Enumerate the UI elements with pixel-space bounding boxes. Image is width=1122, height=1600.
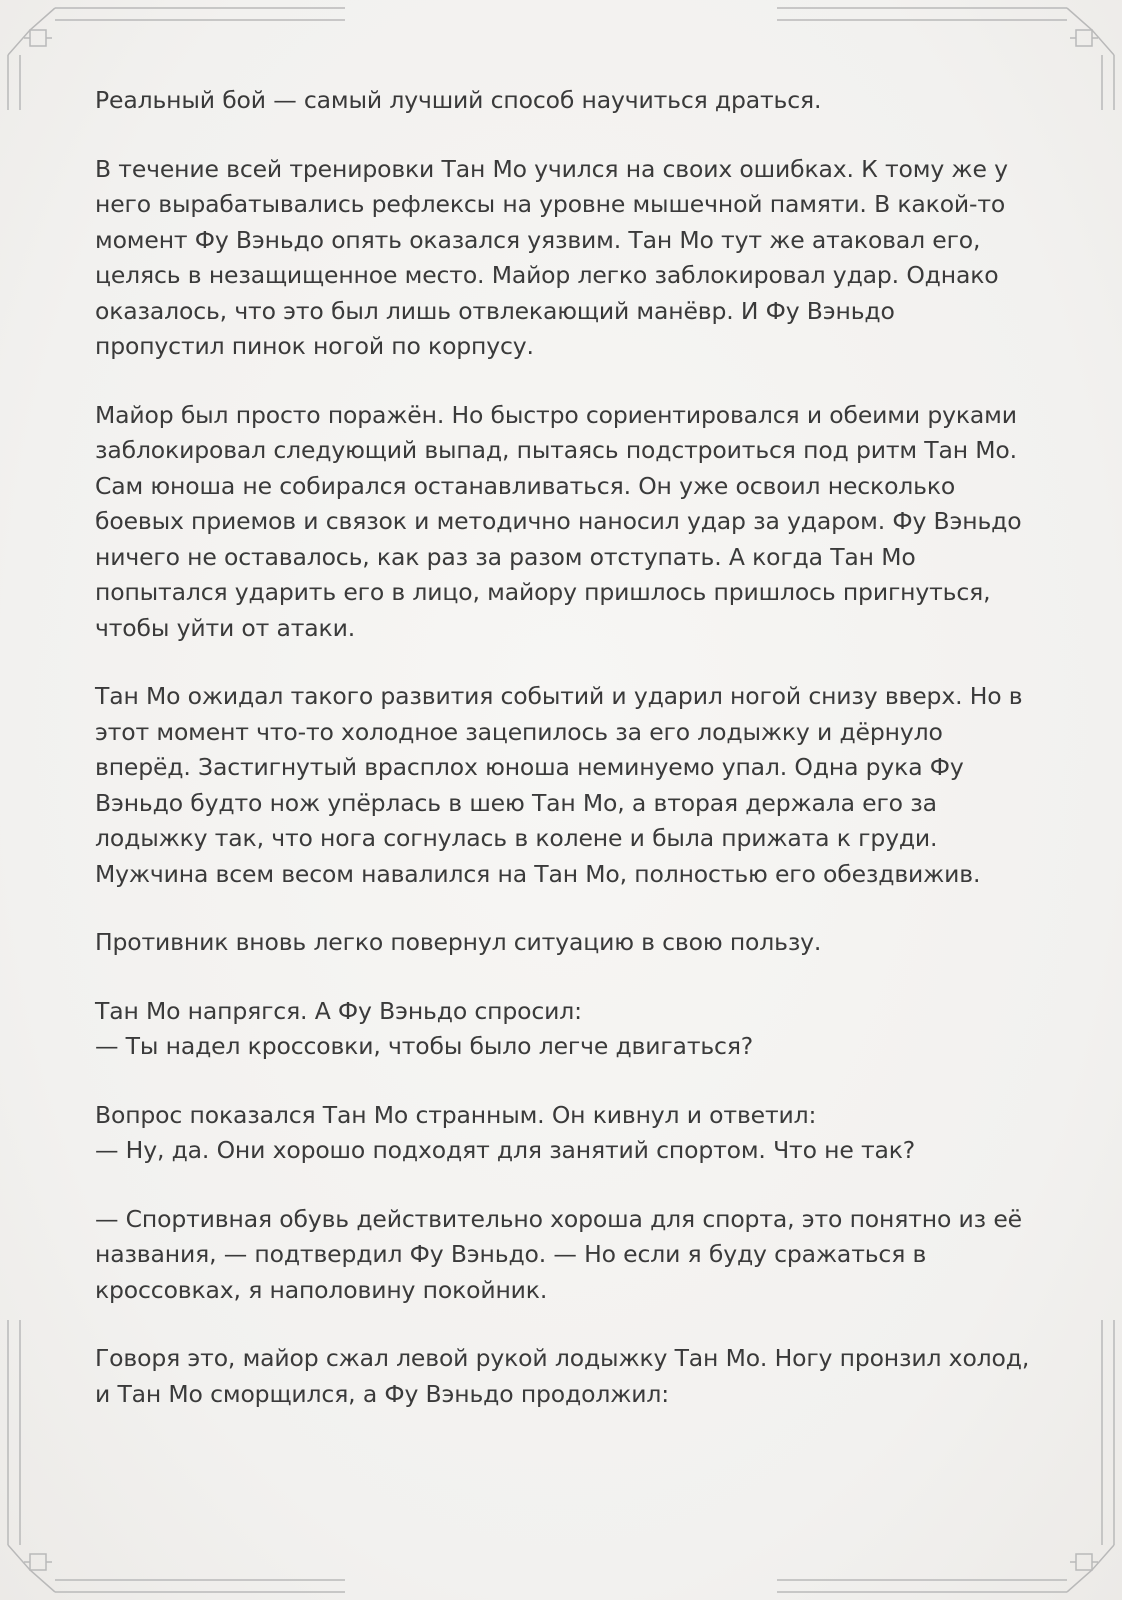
paragraph: Майор был просто поражён. Но быстро сориентировался и обеими руками заблокировал следующий выпад, пытаясь подстроиться под ритм Тан Мо. Сам юноша не собирался останавливаться. Он уже освоил несколько боевых приемов и связок и методично наносил удар за ударом. Фу Вэньдо ничего не оставалось, как раз за разом отступать. А когда Тан Мо попытался ударить его в лицо, майору пришлось пришлось пригнуться, чтобы уйти от атаки. [95, 400, 1022, 642]
paragraph: Тан Мо напрягся. А Фу Вэньдо спросил: — Ты надел кроссовки, чтобы было легче двигаться? [95, 996, 754, 1060]
paragraph: Вопрос показался Тан Мо странным. Он кивнул и ответил: — Ну, да. Они хорошо подходят для занятий спортом. Что не так? [95, 1100, 916, 1164]
paragraph: Реальный бой — самый лучший способ научиться драться. [95, 86, 822, 114]
document-body [95, 83, 1030, 1445]
paragraph: Тан Мо ожидал такого развития событий и ударил ногой снизу вверх. Но в этот момент что-то холодное зацепилось за его лодыжку и дёрнуло вперёд. Застигнутый врасплох юноша неминуемо упал. Одна рука Фу Вэньдо будто нож упёрлась в шею Тан Мо, а вторая держала его за лодыжку так, что нога согнулась в колене и была прижата к груди. Мужчина всем весом навалился на Тан Мо, полностью его обездвижив. [95, 682, 1023, 888]
paragraph: Говоря это, майор сжал левой рукой лодыжку Тан Мо. Ногу пронзил холод, и Тан Мо сморщился, а Фу Вэньдо продолжил: [95, 1344, 1030, 1408]
paragraph: Противник вновь легко повернул ситуацию в свою пользу. [95, 928, 822, 956]
paragraph: В течение всей тренировки Тан Мо учился на своих ошибках. К тому же у него вырабатывались рефлексы на уровне мышечной памяти. В какой-то момент Фу Вэньдо опять оказался уязвим. Тан Мо тут же атаковал его, целясь в незащищенное место. Майор легко заблокировал удар. Однако оказалось, что это был лишь отвлекающий манёвр. И Фу Вэньдо пропустил пинок ногой по корпусу. [95, 154, 1008, 360]
paragraph: — Спортивная обувь действительно хороша для спорта, это понятно из её названия, — подтвердил Фу Вэньдо. — Но если я буду сражаться в кроссовках, я наполовину покойник. [95, 1204, 1022, 1304]
